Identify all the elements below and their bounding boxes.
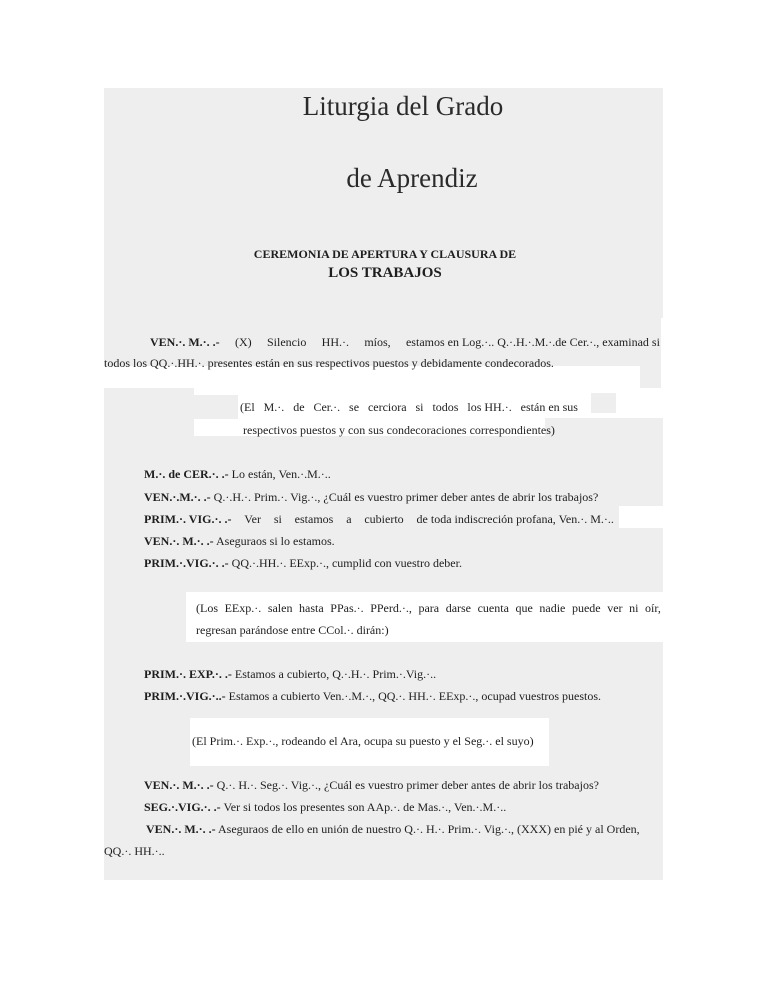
text-word: (El bbox=[240, 400, 255, 414]
text-word: Silencio bbox=[267, 335, 307, 349]
text-word: salen bbox=[267, 601, 293, 615]
document-subtitle: de Aprendiz bbox=[346, 163, 478, 193]
dialogue-text: Aseguraos de ello en unión de nuestro Q.·. H.·. Prim.·. Vig.·., (XXX) en pié y al Orden, bbox=[215, 822, 640, 836]
text-word: PPerd.·., bbox=[370, 601, 412, 615]
dialogue-text: Lo están, Ven.·.M.·.. bbox=[228, 467, 331, 481]
text-word: para bbox=[418, 601, 440, 615]
text-word: a bbox=[346, 512, 352, 526]
speaker-label: PRIM.·.VIG.·..- bbox=[144, 689, 226, 703]
text-word: nadie bbox=[539, 601, 566, 615]
page-band bbox=[104, 840, 663, 880]
text-word: ni bbox=[629, 601, 639, 615]
note-line: regresan parándose entre CCol.·. dirán:) bbox=[196, 623, 389, 637]
dialogue-line bbox=[144, 666, 436, 682]
speaker-label: PRIM.·.VIG.·. .- bbox=[144, 556, 229, 570]
speaker-label: PRIM.·. VIG.·. .- bbox=[144, 512, 232, 526]
page-band bbox=[194, 395, 238, 419]
text-word: PPas.·. bbox=[330, 601, 364, 615]
note-line bbox=[196, 600, 661, 616]
section-heading: CEREMONIA DE APERTURA Y CLAUSURA DE bbox=[253, 247, 517, 261]
note-line: (El Prim.·. Exp.·., rodeando el Ara, ocupa su puesto y el Seg.·. el suyo) bbox=[192, 734, 534, 748]
speaker-label: PRIM.·. EXP.·. .- bbox=[144, 667, 232, 681]
text-word: cuenta bbox=[477, 601, 509, 615]
page-band bbox=[640, 366, 661, 388]
dialogue-line bbox=[144, 511, 614, 527]
text-word: Ver bbox=[244, 512, 261, 526]
speaker-label: SEG.·.VIG.·. .- bbox=[144, 800, 221, 814]
text-word: cubierto bbox=[364, 512, 404, 526]
text-word: estamos bbox=[294, 512, 334, 526]
speaker-label: VEN.·. M.·. .- bbox=[144, 778, 214, 792]
dialogue-line bbox=[144, 777, 599, 793]
text-word: HH.·. bbox=[321, 335, 349, 349]
dialogue-line bbox=[146, 821, 640, 837]
text-word: darse bbox=[445, 601, 472, 615]
dialogue-line bbox=[144, 466, 331, 482]
text-line: QQ.·. HH.·.. bbox=[104, 844, 165, 858]
dialogue-text: Q.·. H.·. Seg.·. Vig.·., ¿Cuál es vuestro primer deber antes de abrir los trabajos? bbox=[213, 778, 599, 792]
text-word: cerciora bbox=[367, 400, 407, 414]
page-band bbox=[104, 88, 663, 318]
dialogue-text: Ver si todos los presentes son AAp.·. de Mas.·., Ven.·.M.·.. bbox=[220, 800, 507, 814]
text-word: si bbox=[415, 400, 424, 414]
note-line bbox=[240, 399, 578, 415]
note-line: respectivos puestos y con sus condecoraciones correspondientes) bbox=[243, 423, 555, 437]
text-word: de toda indiscreción profana, Ven.·. M.·.. bbox=[416, 512, 614, 526]
dialogue-line bbox=[144, 555, 462, 571]
text-word: M.·. bbox=[263, 400, 285, 414]
speaker-label: VEN.·. M.·. .- bbox=[144, 534, 214, 548]
speaker-line bbox=[150, 334, 660, 350]
text-word: oír, bbox=[645, 601, 661, 615]
text-word: están en sus bbox=[520, 400, 578, 414]
dialogue-text: Q.·.H.·. Prim.·. Vig.·., ¿Cuál es vuestro primer deber antes de abrir los trabajos? bbox=[210, 490, 599, 504]
text-word: (X) bbox=[235, 335, 252, 349]
page-band bbox=[549, 718, 663, 766]
text-word: de bbox=[293, 400, 305, 414]
text-word: los HH.·. bbox=[467, 400, 512, 414]
text-word: que bbox=[515, 601, 533, 615]
text-line: todos los QQ.·.HH.·. presentes están en sus respectivos puestos y debidamente condecorados. bbox=[104, 356, 554, 370]
dialogue-line bbox=[144, 533, 335, 549]
section-heading: LOS TRABAJOS bbox=[328, 265, 442, 281]
page-band bbox=[591, 393, 616, 413]
dialogue-line bbox=[144, 688, 601, 704]
page-band bbox=[104, 388, 194, 436]
text-word: EExp.·. bbox=[224, 601, 262, 615]
text-word: ver bbox=[607, 601, 623, 615]
speaker-label: VEN.·. M.·. .- bbox=[146, 822, 216, 836]
text-word: hasta bbox=[299, 601, 324, 615]
text-word: se bbox=[349, 400, 360, 414]
text-word: puede bbox=[571, 601, 601, 615]
page-band bbox=[104, 592, 186, 642]
speaker-label: VEN.·. M.·. .- bbox=[150, 335, 220, 349]
dialogue-text: Aseguraos si lo estamos. bbox=[213, 534, 335, 548]
dialogue-text: QQ.·.HH.·. EExp.·., cumplid con vuestro deber. bbox=[228, 556, 462, 570]
speaker-label: M.·. de CER.·. .- bbox=[144, 467, 229, 481]
text-word: si bbox=[273, 512, 282, 526]
dialogue-text: Estamos a cubierto, Q.·.H.·. Prim.·.Vig.·.. bbox=[231, 667, 437, 681]
page-band bbox=[104, 718, 190, 766]
dialogue-line bbox=[144, 489, 598, 505]
speaker-label: VEN.·.M.·. .- bbox=[144, 490, 211, 504]
text-word: Cer.·. bbox=[313, 400, 341, 414]
text-word: míos, bbox=[364, 335, 391, 349]
text-word: estamos en Log.·.. Q.·.H.·.M.·.de Cer.·., examinad si bbox=[405, 335, 660, 349]
text-word: (Los bbox=[196, 601, 218, 615]
text-word: todos bbox=[432, 400, 459, 414]
dialogue-text: Estamos a cubierto Ven.·.M.·., QQ.·. HH.·. EExp.·., ocupad vuestros puestos. bbox=[225, 689, 602, 703]
document-title: Liturgia del Grado bbox=[302, 91, 504, 121]
dialogue-line bbox=[144, 799, 506, 815]
